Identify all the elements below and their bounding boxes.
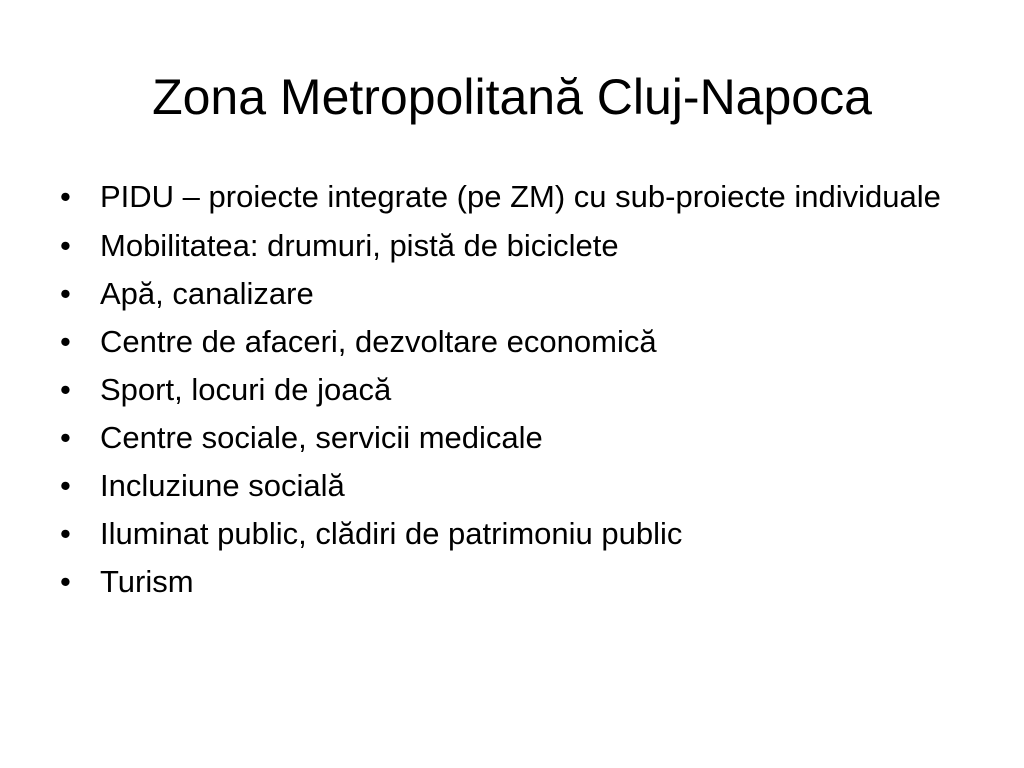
bullet-text: Mobilitatea: drumuri, pistă de biciclete — [100, 228, 619, 263]
bullet-icon: • — [60, 516, 71, 551]
bullet-icon: • — [60, 564, 71, 599]
bullet-item — [60, 517, 960, 550]
bullet-item — [60, 229, 960, 262]
bullet-item — [60, 180, 960, 213]
bullet-text: Iluminat public, clădiri de patrimoniu public — [100, 516, 683, 551]
bullet-text: PIDU – proiecte integrate (pe ZM) cu sub-proiecte individuale — [100, 179, 941, 214]
bullet-text: Centre sociale, servicii medicale — [100, 420, 543, 455]
bullet-text: Turism — [100, 564, 194, 599]
bullet-item — [60, 373, 960, 406]
bullet-item — [60, 421, 960, 454]
bullet-icon: • — [60, 324, 71, 359]
bullet-list — [60, 180, 960, 613]
bullet-icon: • — [60, 276, 71, 311]
bullet-icon: • — [60, 372, 71, 407]
bullet-item — [60, 277, 960, 310]
bullet-text: Apă, canalizare — [100, 276, 314, 311]
slide-title: Zona Metropolitană Cluj-Napoca — [152, 69, 872, 125]
bullet-icon: • — [60, 468, 71, 503]
bullet-icon: • — [60, 228, 71, 263]
bullet-item — [60, 565, 960, 598]
bullet-icon: • — [60, 179, 71, 214]
bullet-text: Incluziune socială — [100, 468, 345, 503]
bullet-item — [60, 469, 960, 502]
bullet-text: Centre de afaceri, dezvoltare economică — [100, 324, 657, 359]
bullet-icon: • — [60, 420, 71, 455]
bullet-item — [60, 325, 960, 358]
bullet-text: Sport, locuri de joacă — [100, 372, 392, 407]
